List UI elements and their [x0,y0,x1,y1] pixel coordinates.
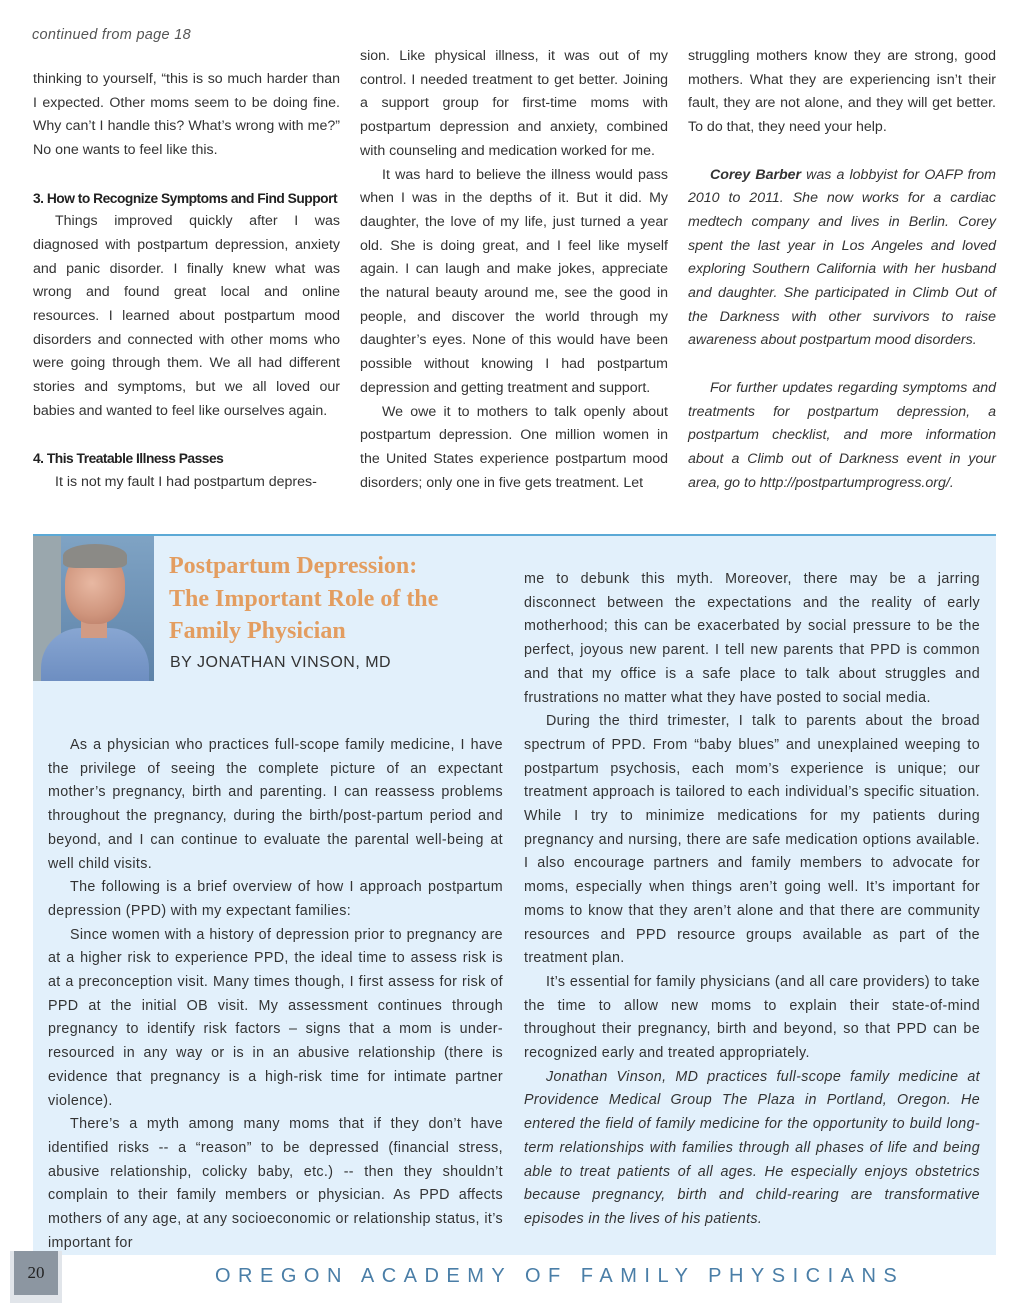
author-name: Corey Barber [710,166,802,183]
sidebar-title-line: Family Physician [169,618,346,644]
sidebar-title [169,550,438,648]
page-number: 20 [14,1251,58,1295]
further-info [688,377,996,496]
paragraph: During the third trimester, I talk to parents about the broad spectrum of PPD. From “baby blues” and unexplained weeping to postpartum psychosis, each mom’s experience is unique; our treatment approach is tailored to each individual’s specific situation. While I try to minimize medications for my patients during pregnancy and nursing, there are safe medication options available. I also encourage partners and family members to advocate for moms, especially when things aren’t going well. It’s important for moms to know that they aren’t alone and that there are community resources and PPD resource groups available as part of the treatment plan. [524,713,980,967]
publication-name: OREGON ACADEMY OF FAMILY PHYSICIANS [215,1265,905,1287]
article-column-2 [360,45,668,495]
paragraph: It was hard to believe the illness would pass when I was in the depths of it. But it did. My daughter, the love of my life, just turned a year old. She is doing great, and I feel like myself again. I can laugh and make jokes, appreciate the natural beauty around me, see the good in people, and discover the world through my daughter’s eyes. None of this would have been possible without knowing I had postpartum depression and getting treatment and support. [360,166,668,396]
section-heading: 3. How to Recognize Symptoms and Find Support [33,190,338,206]
sidebar-box [33,534,996,1255]
sidebar-right-column [524,568,980,1232]
further-info-text: For further updates regarding symptoms and treatments for postpartum depression, a postpartum checklist, and more information about a Climb out of Darkness event in your area, go to http://postpartumprogress.org/. [688,379,996,491]
paragraph: struggling mothers know they are strong, good mothers. What they are experiencing isn’t their fault, they are not alone, and they will get better. To do that, they need your help. [688,48,996,136]
paragraph: As a physician who practices full-scope family medicine, I have the privilege of seeing the complete picture of an expectant mother’s pregnancy, birth and parenting. I can reassess problems throughout the pregnancy, during the birth/post-partum period and beyond, and I can continue to evaluate the parental well-being at well child visits. [48,737,503,872]
article-column-1 [33,68,340,495]
paragraph: It’s essential for family physicians (and all care providers) to take the time to allow new moms to explain their state-of-mind throughout their pregnancy, birth and beyond, so that PPD can be recognized early and treated appropriately. [524,973,980,1062]
paragraph: It is not my fault I had postpartum depres- [55,473,317,490]
sidebar-left-column [48,734,503,1255]
paragraph: The following is a brief overview of how I approach postpartum depression (PPD) with my expectant families: [48,879,503,919]
paragraph: sion. Like physical illness, it was out of my control. I needed treatment to get better. Joining a support group for first-time moms with postpartum depression and anxiety, combined with counseling and medication worked for me. [360,48,668,159]
continued-label: continued from page 18 [32,27,191,43]
page-number-badge [10,1251,62,1303]
sidebar-title-line: Postpartum Depression: [169,553,418,579]
author-bio [688,164,996,354]
paragraph: Things improved quickly after I was diagnosed with postpartum depression, anxiety and panic disorder. I finally knew what was wrong and found great local and online resources. I learned about postpartum mood disorders and connected with other moms who were going through them. We all had different stories and symptoms, but we all loved our babies and wanted to feel like ourselves again. [33,213,340,419]
sidebar-title-line: The Important Role of the [169,585,439,612]
article-column-3 [688,45,996,495]
author-bio-text: was a lobbyist for OAFP from 2010 to 2011. She now works for a cardiac medtech company and lives in Berlin. Corey spent the last year in Los Angeles and loved exploring Southern California with her husband and daughter. She participated in Climb Out of the Darkness with other survivors to raise awareness about postpartum mood disorders. [688,166,996,349]
paragraph: There’s a myth among many moms that if they don’t have identified risks -- a “reason” to be depressed (financial stress, abusive relationship, colicky baby, etc.) -- then they shouldn’t complain to their family members or physician. As PPD affects mothers of any age, at any socioeconomic or relationship status, it’s important for [48,1116,503,1251]
author-photo [33,536,154,681]
physician-bio [524,1066,980,1232]
paragraph: thinking to yourself, “this is so much harder than I expected. Other moms seem to be doing fine. Why can’t I handle this? What’s wrong with me?” No one wants to feel like this. [33,71,340,159]
paragraph: Since women with a history of depression prior to pregnancy are at a higher risk to experience PPD, the ideal time to assess risk is at a preconception visit. Many times though, I first assess for risk of PPD at the initial OB visit. My assessment continues through pregnancy to identify risk factors – signs that a mom is under-resourced in any way or is in an abusive relationship (there is evidence that pregnancy is a high-risk time for intimate partner violence). [48,926,503,1109]
paragraph: We owe it to mothers to talk openly about postpartum depression. One million women in the United States experience postpartum mood disorders; only one in five gets treatment. Let [360,403,668,491]
paragraph: me to debunk this myth. Moreover, there may be a jarring disconnect between the expectations and the reality of early motherhood; this can be exacerbated by social pressure to be the perfect, joyous new parent. I tell new parents that PPD is common and that my office is a safe place to talk about struggles and frustrations no matter what they have posted to social media. [524,571,980,706]
physician-bio-text: Jonathan Vinson, MD practices full-scope family medicine at Providence Medical Group The Plaza in Portland, Oregon. He entered the field of family medicine for the opportunity to build long-term relationships with families through all phases of life and being able to treat patients of all ages. He especially enjoys obstetrics because pregnancy, birth and child-rearing are transformative episodes in the lives of his patients. [524,1068,980,1227]
byline: BY JONATHAN VINSON, MD [170,654,392,671]
section-heading: 4. This Treatable Illness Passes [33,451,224,467]
